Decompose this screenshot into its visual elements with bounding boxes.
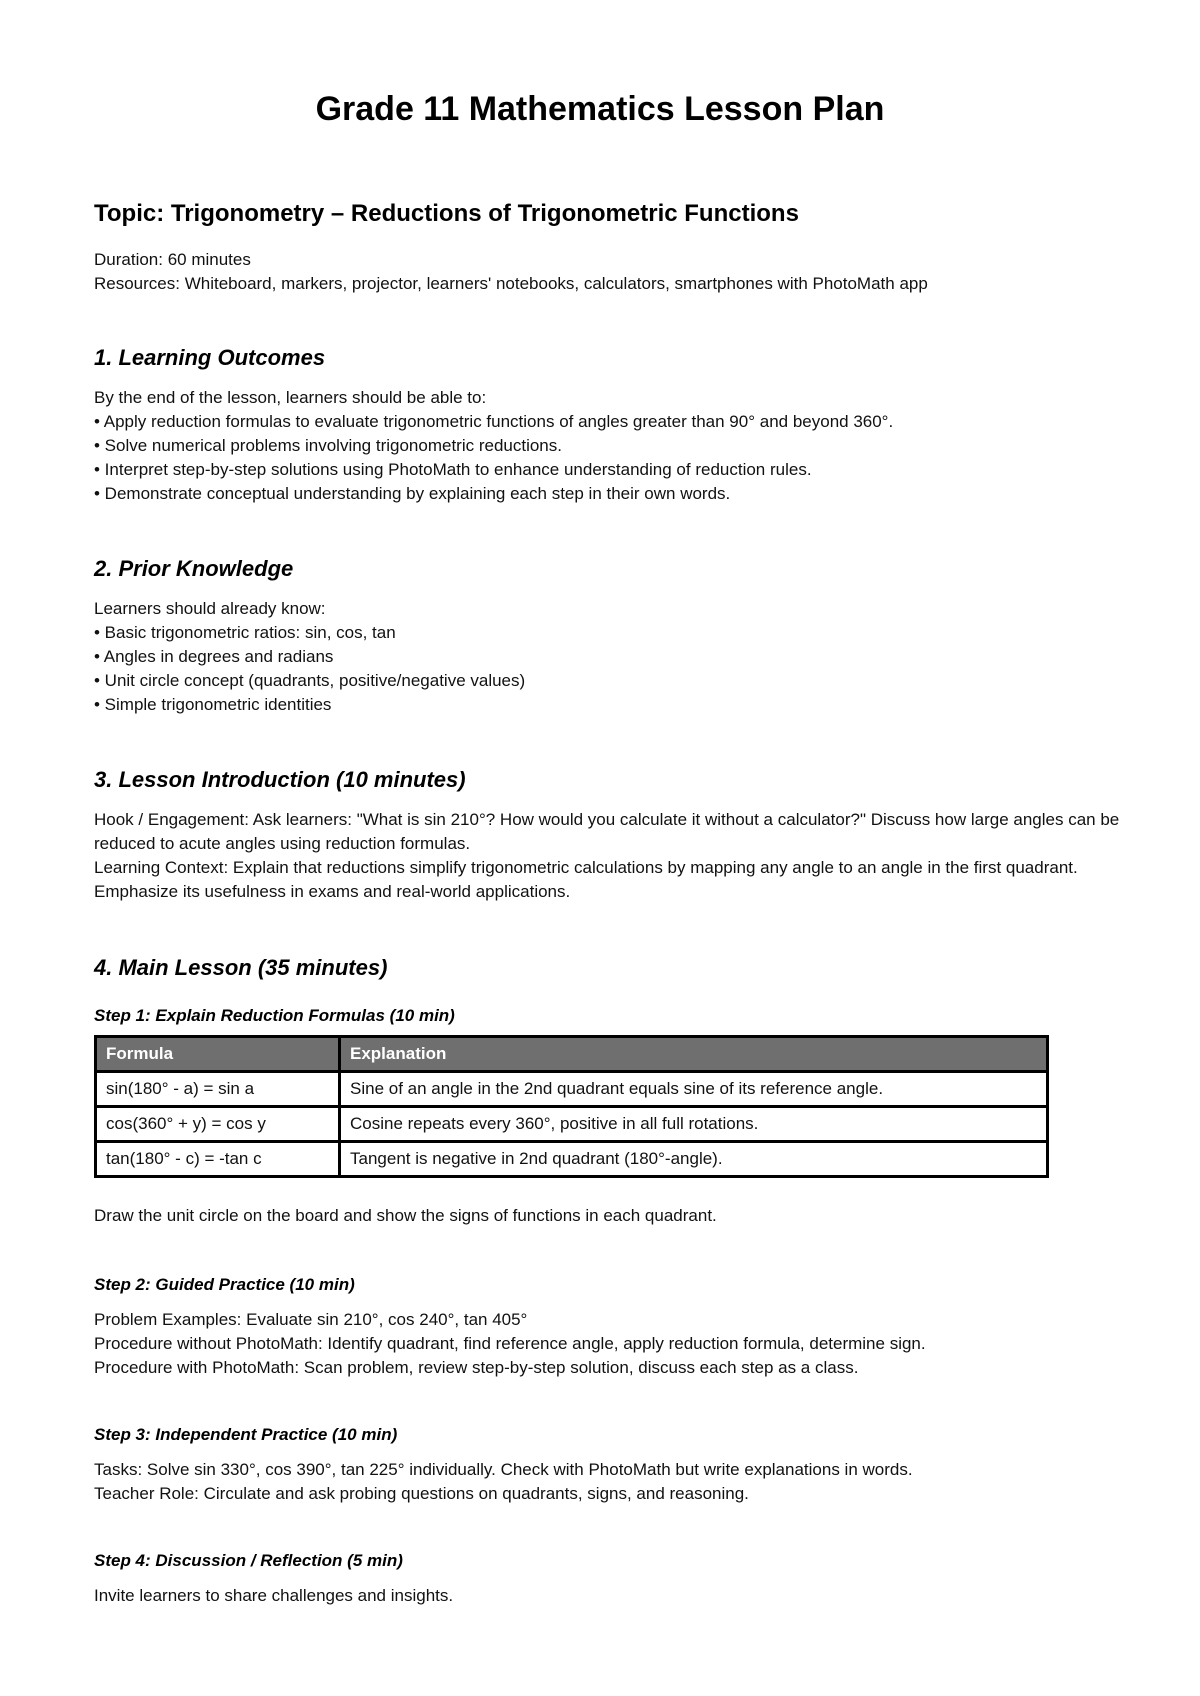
step2-line: Procedure with PhotoMath: Scan problem, review step-by-step solution, discuss each step as a class. bbox=[94, 1358, 859, 1377]
learning-outcomes-heading: 1. Learning Outcomes bbox=[94, 345, 326, 370]
lesson-introduction-body bbox=[94, 808, 1134, 904]
topic-heading: Topic: Trigonometry – Reductions of Trigonometric Functions bbox=[94, 200, 799, 227]
list-item: • Simple trigonometric identities bbox=[94, 695, 332, 714]
step4-heading: Step 4: Discussion / Reflection (5 min) bbox=[94, 1551, 403, 1570]
table-row bbox=[96, 1142, 1048, 1177]
list-item: • Interpret step-by-step solutions using PhotoMath to enhance understanding of reduction rules. bbox=[94, 460, 812, 479]
step3-line: Tasks: Solve sin 330°, cos 390°, tan 225° individually. Check with PhotoMath but write explanations in words. bbox=[94, 1460, 913, 1479]
reduction-formulas-table bbox=[94, 1035, 1049, 1178]
list-item: • Solve numerical problems involving trigonometric reductions. bbox=[94, 436, 562, 455]
step2-line: Procedure without PhotoMath: Identify quadrant, find reference angle, apply reduction formula, determine sign. bbox=[94, 1334, 926, 1353]
column-header-formula: Formula bbox=[96, 1037, 340, 1072]
step3-heading: Step 3: Independent Practice (10 min) bbox=[94, 1425, 398, 1444]
explanation-cell: Sine of an angle in the 2nd quadrant equals sine of its reference angle. bbox=[340, 1072, 1048, 1107]
step3-line: Teacher Role: Circulate and ask probing questions on quadrants, signs, and reasoning. bbox=[94, 1484, 749, 1503]
lesson-introduction-heading: 3. Lesson Introduction (10 minutes) bbox=[94, 767, 466, 792]
resources-text: Resources: Whiteboard, markers, projector, learners' notebooks, calculators, smartphones with PhotoMath app bbox=[94, 274, 928, 293]
list-item: • Unit circle concept (quadrants, positive/negative values) bbox=[94, 671, 526, 690]
prior-knowledge-heading: 2. Prior Knowledge bbox=[94, 556, 294, 581]
formula-cell: sin(180° - a) = sin a bbox=[96, 1072, 340, 1107]
table-row bbox=[96, 1107, 1048, 1142]
step4-line: Invite learners to share challenges and insights. bbox=[94, 1586, 454, 1605]
list-item: • Angles in degrees and radians bbox=[94, 647, 334, 666]
step2-body bbox=[94, 1308, 1154, 1380]
document-title: Grade 11 Mathematics Lesson Plan bbox=[315, 90, 885, 128]
table-row bbox=[96, 1072, 1048, 1107]
explanation-cell: Tangent is negative in 2nd quadrant (180°-angle). bbox=[340, 1142, 1048, 1177]
learning-outcomes-list bbox=[94, 386, 1154, 506]
learning-context-paragraph: Learning Context: Explain that reductions simplify trigonometric calculations by mapping any angle to an angle in the first quadrant. Emphasize its usefulness in exams and real-world applications. bbox=[94, 858, 1078, 901]
list-item: • Demonstrate conceptual understanding by explaining each step in their own words. bbox=[94, 484, 731, 503]
explanation-cell: Cosine repeats every 360°, positive in all full rotations. bbox=[340, 1107, 1048, 1142]
list-item: • Apply reduction formulas to evaluate trigonometric functions of angles greater than 90° and beyond 360°. bbox=[94, 412, 894, 431]
duration-text: Duration: 60 minutes bbox=[94, 250, 251, 269]
step2-line: Problem Examples: Evaluate sin 210°, cos 240°, tan 405° bbox=[94, 1310, 528, 1329]
step3-body bbox=[94, 1458, 1154, 1506]
step4-body bbox=[94, 1584, 1154, 1608]
column-header-explanation: Explanation bbox=[340, 1037, 1048, 1072]
list-item: • Basic trigonometric ratios: sin, cos, tan bbox=[94, 623, 396, 642]
step1-note: Draw the unit circle on the board and show the signs of functions in each quadrant. bbox=[94, 1206, 717, 1225]
learning-outcomes-intro: By the end of the lesson, learners should be able to: bbox=[94, 388, 487, 407]
table-header-row bbox=[96, 1037, 1048, 1072]
prior-knowledge-intro: Learners should already know: bbox=[94, 599, 326, 618]
formula-cell: cos(360° + y) = cos y bbox=[96, 1107, 340, 1142]
main-lesson-heading: 4. Main Lesson (35 minutes) bbox=[94, 955, 388, 980]
formula-cell: tan(180° - c) = -tan c bbox=[96, 1142, 340, 1177]
prior-knowledge-list bbox=[94, 597, 1154, 717]
lesson-meta bbox=[94, 248, 1154, 296]
hook-paragraph: Hook / Engagement: Ask learners: "What is sin 210°? How would you calculate it without a calculator?" Discuss how large angles can be reduced to acute angles using reduction formulas. bbox=[94, 810, 1120, 853]
step2-heading: Step 2: Guided Practice (10 min) bbox=[94, 1275, 355, 1294]
step1-heading: Step 1: Explain Reduction Formulas (10 min) bbox=[94, 1006, 455, 1025]
